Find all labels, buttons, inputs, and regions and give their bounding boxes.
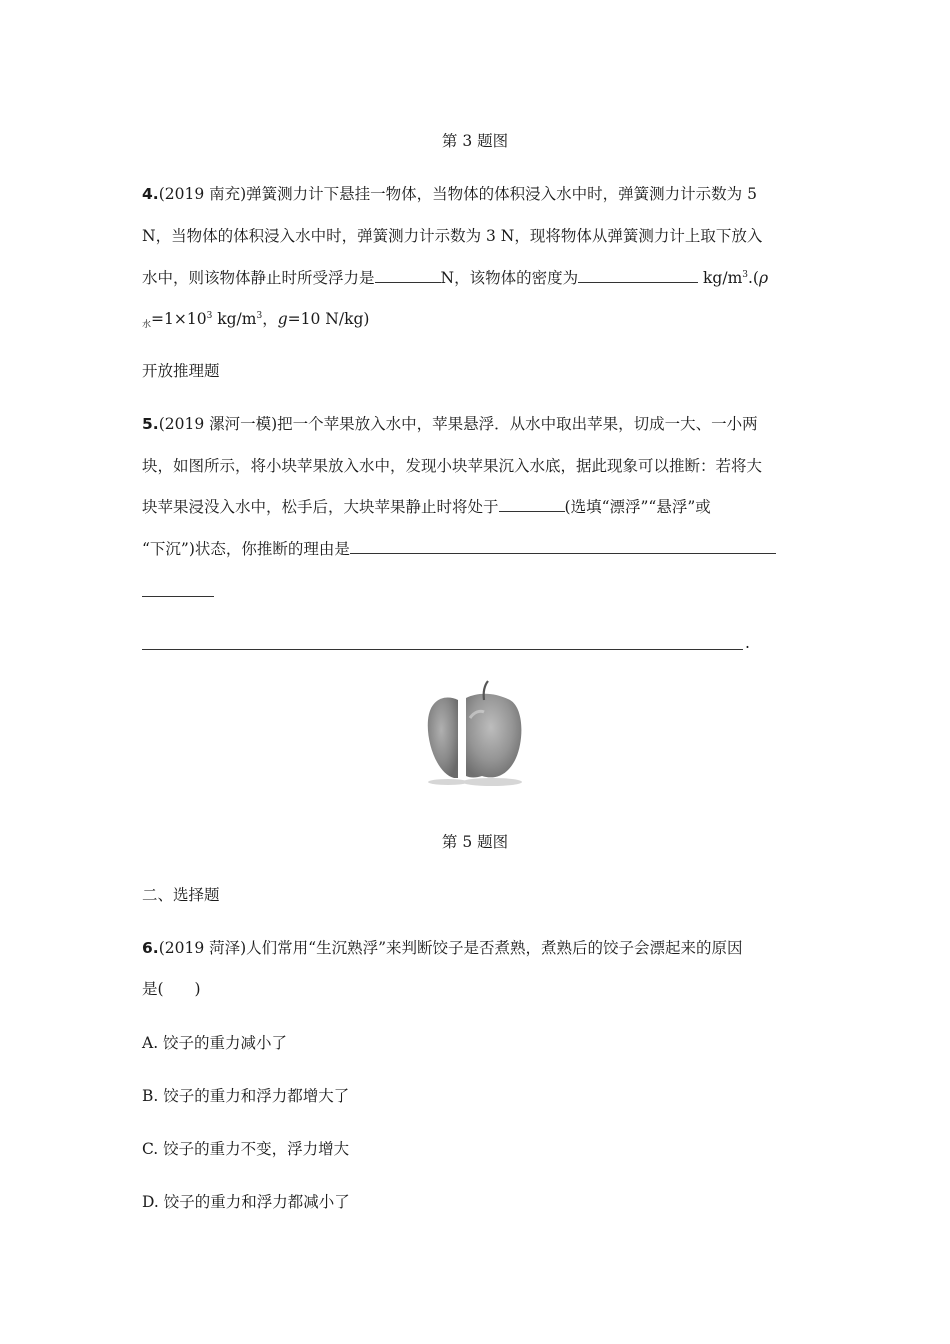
- question-4-text-4d: =10 N/kg): [287, 310, 370, 328]
- answer-blank-density[interactable]: [578, 268, 698, 283]
- answer-blank-reason-3[interactable]: [142, 649, 743, 650]
- answer-blank-reason-1[interactable]: [350, 539, 776, 554]
- question-5-number: 5.: [142, 415, 159, 433]
- section-heading-open: 开放推理题: [142, 362, 220, 380]
- question-6-text-1: 人们常用“生沉熟浮”来判断饺子是否煮熟，煮熟后的饺子会漂起来的原因: [246, 939, 743, 957]
- option-b[interactable]: B. 饺子的重力和浮力都增大了: [142, 1087, 350, 1105]
- question-5-line-4: [142, 537, 776, 559]
- question-5-text-3a: 块苹果浸没入水中，松手后，大块苹果静止时将处于: [142, 498, 499, 516]
- option-d[interactable]: D. 饺子的重力和浮力都减小了: [142, 1193, 350, 1211]
- question-5-source: (2019 漯河一模): [158, 415, 278, 433]
- question-4-exp-2: 3: [256, 311, 263, 321]
- question-5-text-1: 把一个苹果放入水中，苹果悬浮．从水中取出苹果，切成一大、一小两: [277, 415, 758, 433]
- question-4-unit-exp: 3: [742, 270, 748, 280]
- question-4-text-3d: .(: [748, 269, 759, 287]
- figure-5-caption: 第 5 题图: [441, 833, 509, 851]
- question-6-source: (2019 菏泽): [158, 939, 247, 957]
- question-4-text-4c: ，: [262, 310, 278, 328]
- question-5-period: .: [745, 634, 750, 652]
- question-4-line-1: [142, 182, 757, 204]
- apple-shadow-large: [462, 778, 522, 786]
- question-4-line-3: [142, 266, 768, 288]
- section-heading-choice: 二、选择题: [142, 886, 220, 904]
- apple-figure: [420, 678, 530, 790]
- question-4-line-4: [142, 307, 369, 330]
- question-4-source: (2019 南充): [158, 185, 247, 203]
- question-5-line-3: [142, 495, 711, 517]
- question-6-line-2: 是( ): [142, 980, 201, 998]
- question-5-line-2: 块，如图所示，将小块苹果放入水中，发现小块苹果沉入水底，据此现象可以推断：若将大: [142, 457, 763, 475]
- rho-symbol: ρ: [758, 269, 769, 287]
- question-4-text-1: 弹簧测力计下悬挂一物体，当物体的体积浸入水中时，弹簧测力计示数为 5: [246, 185, 757, 203]
- question-4-unit: kg/m: [703, 269, 743, 287]
- question-4-text-4a: =1×10: [151, 310, 207, 328]
- small-apple-piece: [428, 697, 458, 778]
- question-4-number: 4.: [142, 185, 159, 203]
- rho-subscript: 水: [142, 320, 152, 330]
- answer-blank-buoyancy[interactable]: [375, 268, 441, 283]
- figure-3-caption: 第 3 题图: [441, 132, 509, 150]
- answer-blank-state[interactable]: [499, 497, 565, 512]
- question-5-text-3b: (选填“漂浮”“悬浮”或: [564, 498, 711, 516]
- question-6-number: 6.: [142, 939, 159, 957]
- option-a[interactable]: A. 饺子的重力减小了: [142, 1034, 288, 1052]
- question-4-text-4b: kg/m: [212, 310, 257, 328]
- large-apple-piece: [466, 694, 521, 778]
- question-5-text-4a: “下沉”)状态，你推断的理由是: [142, 540, 350, 558]
- question-4-text-3a: 水中，则该物体静止时所受浮力是: [142, 269, 375, 287]
- question-4-line-2: N，当物体的体积浸入水中时，弹簧测力计示数为 3 N，现将物体从弹簧测力计上取下放入: [142, 227, 763, 245]
- question-5-line-1: [142, 412, 758, 434]
- option-c[interactable]: C. 饺子的重力不变，浮力增大: [142, 1140, 350, 1158]
- g-symbol: g: [277, 310, 288, 328]
- question-4-text-3b: N，该物体的密度为: [440, 269, 579, 287]
- question-6-line-1: [142, 936, 743, 958]
- answer-blank-reason-2[interactable]: [142, 596, 214, 597]
- question-4-exp: 3: [206, 311, 213, 321]
